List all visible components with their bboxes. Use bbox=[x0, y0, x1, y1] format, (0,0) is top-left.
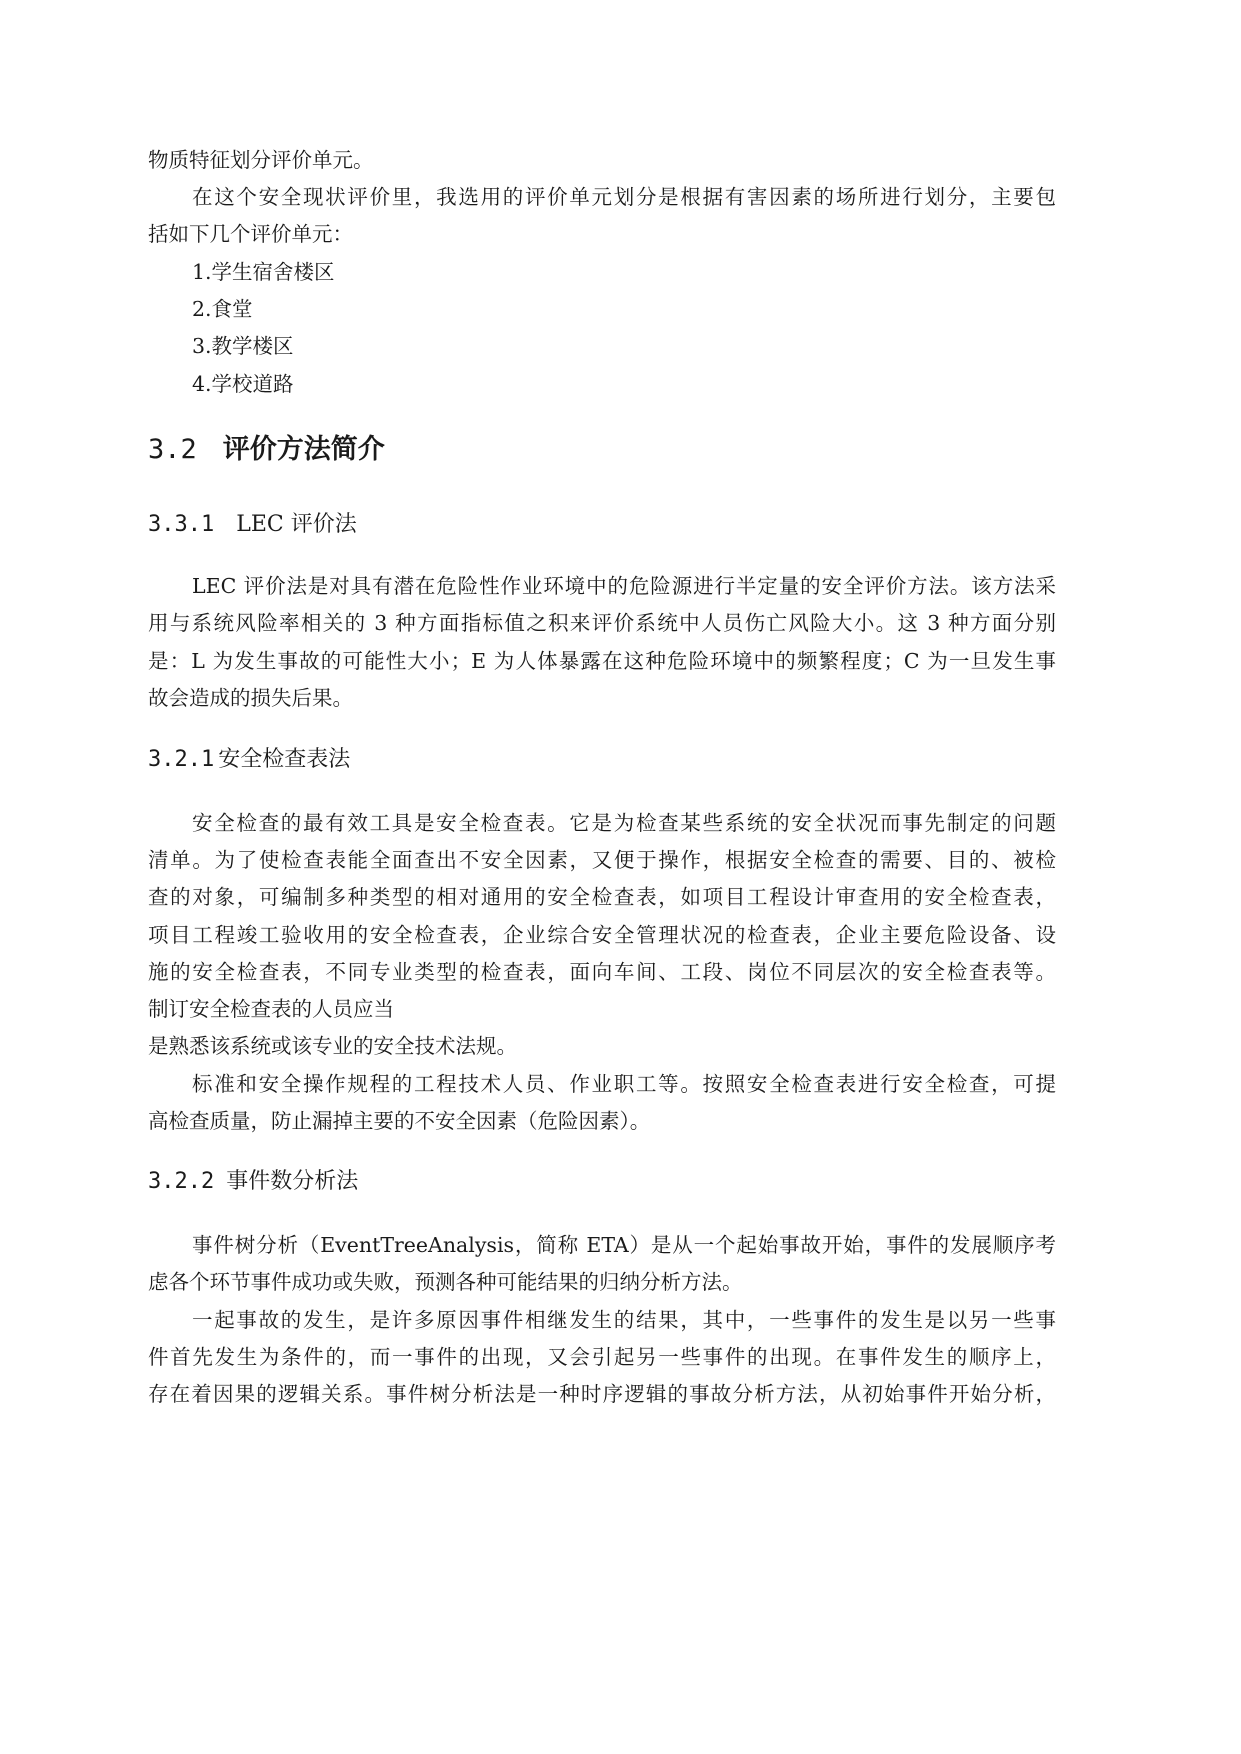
body-text-line: LEC 评价法是对具有潜在危险性作业环境中的危险源进行半定量的安全评价方法。该方法采 bbox=[192, 574, 1056, 598]
body-text-line: 安全检查的最有效工具是安全检查表。它是为检查某些系统的安全状况而事先制定的问题 bbox=[192, 811, 1056, 835]
body-text-line: 高检查质量，防止漏掉主要的不安全因素（危险因素）。 bbox=[148, 1109, 651, 1133]
body-text-line: 物质特征划分评价单元。 bbox=[148, 148, 374, 172]
body-text-line: 是：L 为发生事故的可能性大小；E 为人体暴露在这种危险环境中的频繁程度；C 为一旦发生事 bbox=[148, 649, 1056, 673]
body-text-line: 用与系统风险率相关的 3 种方面指标值之积来评价系统中人员伤亡风险大小。这 3 种方面分别 bbox=[148, 611, 1056, 635]
body-text-line: 一起事故的发生，是许多原因事件相继发生的结果，其中，一些事件的发生是以另一些事 bbox=[192, 1308, 1056, 1332]
body-text-line: 标准和安全操作规程的工程技术人员、作业职工等。按照安全检查表进行安全检查，可提 bbox=[192, 1072, 1056, 1096]
subsection-heading bbox=[148, 511, 357, 539]
subsection-number: 3.2.1 bbox=[148, 747, 215, 772]
body-text-line: 括如下几个评价单元： bbox=[148, 222, 353, 246]
section-number: 3.2 bbox=[148, 434, 197, 465]
list-item: 4.学校道路 bbox=[192, 372, 294, 396]
section-title: 评价方法简介 bbox=[222, 434, 385, 465]
section-heading bbox=[148, 433, 385, 467]
body-text-line: 件首先发生为条件的，而一事件的出现，又会引起另一些事件的出现。在事件发生的顺序上， bbox=[148, 1345, 1056, 1369]
subsection-title: 事件数分析法 bbox=[226, 1169, 359, 1194]
subsection-heading bbox=[148, 1168, 358, 1196]
subsection-title: 安全检查表法 bbox=[218, 747, 351, 772]
subsection-title: LEC 评价法 bbox=[236, 512, 357, 537]
body-text-line: 查的对象，可编制多种类型的相对通用的安全检查表，如项目工程设计审查用的安全检查表， bbox=[148, 885, 1056, 909]
body-text-line: 清单。为了使检查表能全面查出不安全因素，又便于操作，根据安全检查的需要、目的、被检 bbox=[148, 848, 1056, 872]
body-text-line: 制订安全检查表的人员应当 bbox=[148, 997, 394, 1021]
subsection-number: 3.3.1 bbox=[148, 512, 215, 537]
subsection-number: 3.2.2 bbox=[148, 1169, 215, 1194]
list-item: 2.食堂 bbox=[192, 297, 253, 321]
body-text-line: 事件树分析（EventTreeAnalysis，简称 ETA）是从一个起始事故开始，事件的发展顺序考 bbox=[192, 1233, 1056, 1257]
body-text-line: 故会造成的损失后果。 bbox=[148, 686, 353, 710]
list-item: 3.教学楼区 bbox=[192, 334, 294, 358]
body-text-line: 虑各个环节事件成功或失败，预测各种可能结果的归纳分析方法。 bbox=[148, 1270, 743, 1294]
body-text-line: 在这个安全现状评价里，我选用的评价单元划分是根据有害因素的场所进行划分，主要包 bbox=[192, 185, 1056, 209]
body-text-line: 施的安全检查表，不同专业类型的检查表，面向车间、工段、岗位不同层次的安全检查表等。 bbox=[148, 960, 1056, 984]
subsection-heading bbox=[148, 746, 350, 774]
body-text-line: 存在着因果的逻辑关系。事件树分析法是一种时序逻辑的事故分析方法，从初始事件开始分析， bbox=[148, 1382, 1056, 1406]
list-item: 1.学生宿舍楼区 bbox=[192, 260, 335, 284]
body-text-line: 项目工程竣工验收用的安全检查表，企业综合安全管理状况的检查表，企业主要危险设备、设 bbox=[148, 923, 1056, 947]
body-text-line: 是熟悉该系统或该专业的安全技术法规。 bbox=[148, 1034, 517, 1058]
